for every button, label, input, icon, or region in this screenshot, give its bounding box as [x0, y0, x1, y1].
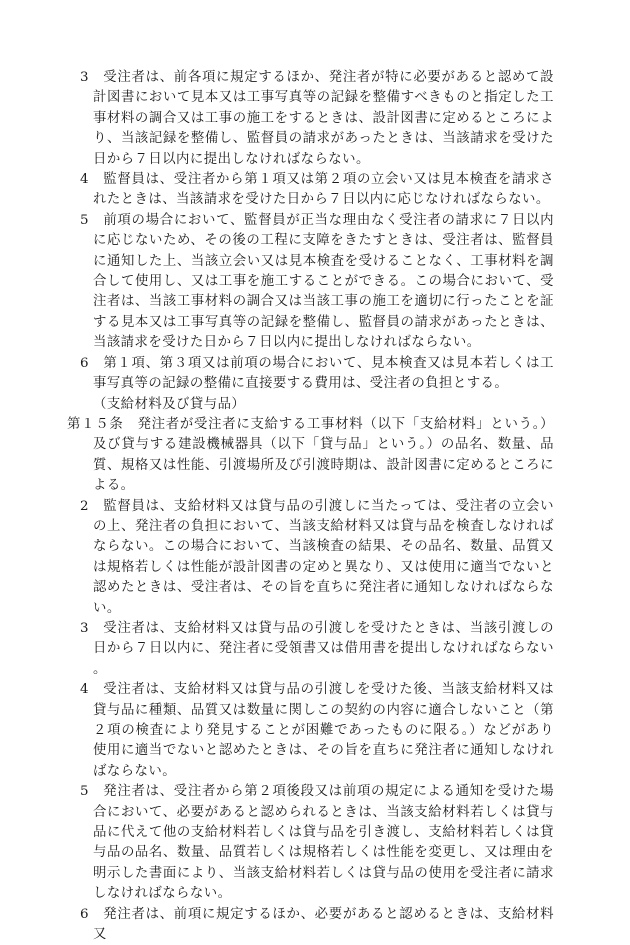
section-heading: （支給材料及び貸与品）	[93, 396, 246, 412]
paragraph-4: 4 監督員は、受注者から第１項又は第２項の立会い又は見本検査を請求されたときは、当該請求を受けた日から７日以内に応じなければならない。	[80, 172, 554, 208]
article-15: 第１５条 発注者が受注者に支給する工事材料（以下「支給材料」という。）及び貸与する建設機械器具（以下「貸与品」という。）の品名、数量、品質、規格又は性能、引渡場所及び引渡時期は、設計図書に定めるところによる。	[67, 416, 554, 494]
paragraph-3: 3 受注者は、前各項に規定するほか、発注者が特に必要があると認めて設計図書において見本又は工事写真等の記録を整備すべきものと指定した工事材料の調合又は工事の施工をするときは、設計図書に定めるところにより、当該記録を整備し、監督員の請求があったときは、当該請求を受けた日から７日以内に提出しなければならない。	[80, 70, 554, 167]
article-15-paragraph-5: 5 発注者は、受注者から第２項後段又は前項の規定による通知を受けた場合において、必要があると認められるときは、当該支給材料若しくは貸与品に代えて他の支給材料若しくは貸与品を引き渡し、支給材料若しくは貸与品の品名、数量、品質若しくは規格若しくは性能を変更し、又は理由を明示した書面により、当該支給材料若しくは貸与品の使用を受注者に請求しなければならない。	[80, 784, 554, 902]
paragraph-6: 6 第１項、第３項又は前項の場合において、見本検査又は見本若しくは工事写真等の記録の整備に直接要する費用は、受注者の負担とする。	[80, 355, 554, 392]
article-15-paragraph-3: 3 受注者は、支給材料又は貸与品の引渡しを受けたときは、当該引渡しの日から７日以内に、発注者に受領書又は借用書を提出しなければならない。	[80, 620, 554, 677]
article-15-paragraph-6: 6 発注者は、前項に規定するほか、必要があると認めるときは、支給材料又	[80, 906, 554, 943]
article-15-paragraph-2: 2 監督員は、支給材料又は貸与品の引渡しに当たっては、受注者の立会いの上、発注者の負担において、当該支給材料又は貸与品を検査しなければならない。この場合において、当該検査の結果、その品名、数量、品質又は規格若しくは性能が設計図書の定めと異なり、又は使用に適当でないと認めたときは、受注者は、その旨を直ちに発注者に通知しなければならない。	[80, 498, 554, 616]
paragraph-5: 5 前項の場合において、監督員が正当な理由なく受注者の請求に７日以内に応じないため、その後の工程に支障をきたすときは、受注者は、監督員に通知した上、当該立会い又は見本検査を受けることなく、工事材料を調合して使用し、又は工事を施工することができる。この場合において、受注者は、当該工事材料の調合又は当該工事の施工を適切に行ったことを証する見本又は工事写真等の記録を整備し、監督員の請求があったときは、当該請求を受けた日から７日以内に提出しなければならない。	[80, 212, 554, 351]
article-15-paragraph-4: 4 受注者は、支給材料又は貸与品の引渡しを受けた後、当該支給材料又は貸与品に種類、品質又は数量に関しこの契約の内容に適合しないこと（第２項の検査により発見することが困難であったものに限る。）などがあり使用に適当でないと認めたときは、その旨を直ちに発注者に通知しなければならない。	[80, 682, 554, 779]
